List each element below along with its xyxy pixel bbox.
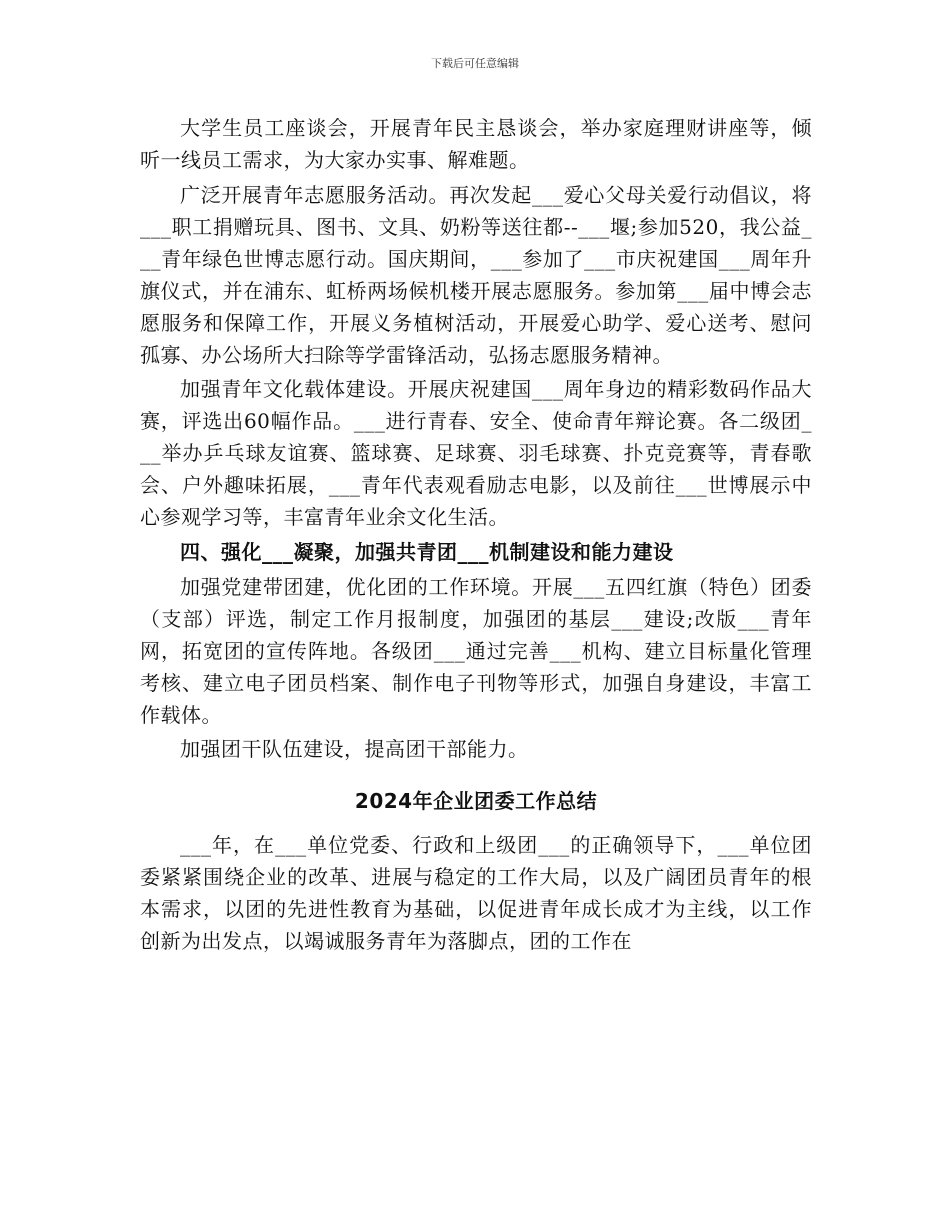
document-body — [140, 112, 812, 960]
paragraph: 加强青年文化载体建设。开展庆祝建国___周年身边的精彩数码作品大赛，评选出60幅作品。___进行青春、安全、使命青年辩论赛。各二级团___举办乒乓球友谊赛、篮球赛、足球赛、羽毛球赛、扑克竞赛等，青春歌会、户外趣味拓展，___青年代表观看励志电影，以及前往___世博展示中心参观学习等，丰富青年业余文化生活。 — [140, 377, 812, 529]
paragraph: 加强团干队伍建设，提高团干部能力。 — [180, 737, 529, 761]
paragraph: 加强党建带团建，优化团的工作环境。开展___五四红旗（特色）团委（支部）评选，制定工作月报制度，加强团的基层___建设;改版___青年网，拓宽团的宣传阵地。各级团___通过完善___机构、建立目标量化管理考核、建立电子团员档案、制作电子刊物等形式，加强自身建设，丰富工作载体。 — [140, 574, 812, 727]
section-heading: 四、强化___凝聚，加强共青团___机制建设和能力建设 — [180, 539, 674, 564]
paragraph: ___年，在___单位党委、行政和上级团___的正确领导下，___单位团委紧紧围绕企业的改革、进展与稳定的工作大局，以及广阔团员青年的根本需求，以团的先进性教育为基础，以促进青年成长成才为主线，以工作创新为出发点，以竭诚服务青年为落脚点，团的工作在 — [140, 833, 812, 953]
paragraph: 广泛开展青年志愿服务活动。再次发起___爱心父母关爱行动倡议，将___职工捐赠玩具、图书、文具、奶粉等送往都--___堰;参加520，我公益___青年绿色世博志愿行动。国庆期间，___参加了___市庆祝建国___周年升旗仪式，并在浦东、虹桥两场候机楼开展志愿服务。参加第___届中博会志愿服务和保障工作，开展义务植树活动，开展爱心助学、爱心送考、慰问孤寡、办公场所大扫除等学雷锋活动，弘扬志愿服务精神。 — [140, 182, 812, 367]
page-header: 下载后可任意编辑 — [431, 57, 519, 70]
document-title: 2024年企业团委工作总结 — [354, 789, 598, 813]
paragraph: 大学生员工座谈会，开展青年民主恳谈会，举办家庭理财讲座等，倾听一线员工需求，为大家办实事、解难题。 — [140, 116, 812, 172]
